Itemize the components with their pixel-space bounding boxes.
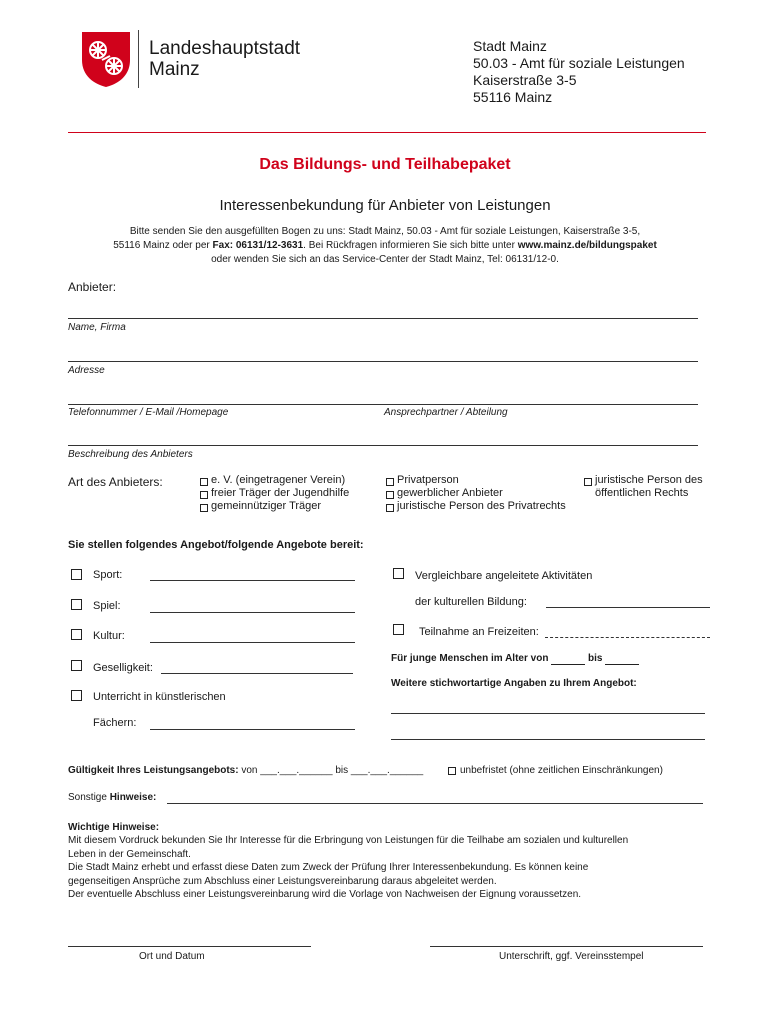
gueltigkeit-label: Gültigkeit Ihres Leistungsangebots: (68, 765, 239, 776)
address-label: Adresse (68, 365, 105, 376)
label-vergleichbar-line2: der kulturellen Bildung: (415, 596, 527, 608)
angebot-heading: Sie stellen folgendes Angebot/folgende Angebote bereit: (68, 539, 364, 551)
intro-line1: Bitte senden Sie den ausgefüllten Bogen zu uns: Stadt Mainz, 50.03 - Amt für soziale Leistungen, Kaiserstraße 3-5, (129, 226, 641, 237)
option-privatperson: Privatperson (397, 474, 459, 486)
checkbox-vergleichbar[interactable] (393, 568, 404, 579)
ort-datum-label: Ort und Datum (139, 951, 205, 962)
art-heading: Art des Anbieters: (68, 475, 163, 489)
address-line: Stadt Mainz (473, 38, 547, 54)
wichtige-heading: Wichtige Hinweise: (68, 822, 160, 833)
address-block (473, 38, 685, 106)
intro-line3: oder wenden Sie sich an das Service-Center der Stadt Mainz, Tel: 06131/12-0. (211, 254, 559, 265)
label-freizeiten: Teilnahme an Freizeiten: (419, 626, 539, 638)
gueltigkeit-bis-field[interactable]: bis ___.___.______ (335, 765, 424, 776)
kultur-field[interactable] (150, 642, 355, 643)
signature-label: Unterschrift, ggf. Vereinsstempel (499, 951, 644, 962)
address-line: Kaiserstraße 3-5 (473, 72, 577, 88)
description-label: Beschreibung des Anbieters (68, 449, 193, 460)
sonstige-label: Hinweise: (109, 792, 157, 803)
alter-bis-label: bis (588, 653, 603, 664)
alter-label: Für junge Menschen im Alter von (391, 653, 549, 664)
checkbox-gemeinnuetzig[interactable] (200, 504, 208, 512)
gueltigkeit-von-field[interactable]: von ___.___.______ (241, 765, 333, 776)
description-field[interactable] (68, 445, 698, 446)
gueltigkeit-row (68, 765, 423, 776)
label-sport: Sport: (93, 569, 123, 581)
city-seal-logo (80, 30, 132, 88)
wichtige-text (68, 834, 628, 902)
logo-line1: Landeshauptstadt (149, 38, 301, 59)
checkbox-gewerblich[interactable] (386, 491, 394, 499)
option-gemeinnuetzig: gemeinnütziger Träger (211, 500, 322, 512)
option-ev: e. V. (eingetragener Verein) (211, 474, 346, 486)
intro-text (0, 225, 770, 267)
logo-line2: Mainz (149, 59, 200, 80)
label-spiel: Spiel: (93, 600, 121, 612)
geselligkeit-field[interactable] (161, 673, 353, 674)
alter-row (391, 653, 639, 665)
checkbox-unterricht[interactable] (71, 690, 82, 701)
weitere-field-1[interactable] (391, 713, 705, 714)
address-line: 55116 Mainz (473, 89, 553, 105)
option-gewerblich: gewerblicher Anbieter (397, 487, 503, 499)
unterricht-field[interactable] (150, 729, 355, 730)
page-title: Das Bildungs- und Teilhabepaket (259, 156, 511, 173)
label-unbefristet: unbefristet (ohne zeitlichen Einschränkungen) (460, 765, 663, 776)
checkbox-sport[interactable] (71, 569, 82, 580)
sport-field[interactable] (150, 580, 355, 581)
anbieter-heading: Anbieter: (68, 280, 117, 294)
wichtige-line: gegenseitigen Ansprüche zum Abschluss einer Leistungsvereinbarung daraus abgeleitet werden. (68, 875, 497, 887)
label-unterricht-line1: Unterricht in künstlerischen (93, 691, 226, 703)
spiel-field[interactable] (150, 612, 355, 613)
alter-from-field[interactable] (551, 653, 585, 665)
signature-field[interactable] (430, 946, 703, 947)
wichtige-line: Die Stadt Mainz erhebt und erfasst diese Daten zum Zweck der Prüfung Ihrer Interessenbekundung. Es können keine (68, 862, 589, 873)
label-unterricht-line2: Fächern: (93, 717, 137, 729)
name-field[interactable] (68, 318, 698, 319)
vergleichbar-field[interactable] (546, 607, 710, 608)
name-label: Name, Firma (68, 322, 126, 333)
intro-line2: 55116 Mainz oder per Fax: 06131/12-3631. Bei Rückfragen informieren Sie sich bitte unter www.mainz.de/bildungspaket (113, 240, 657, 251)
weitere-label: Weitere stichwortartige Angaben zu Ihrem Angebot: (391, 678, 637, 689)
freizeiten-field[interactable] (545, 637, 710, 638)
checkbox-privatperson[interactable] (386, 478, 394, 486)
checkbox-geselligkeit[interactable] (71, 660, 82, 671)
label-geselligkeit: Geselligkeit: (93, 662, 153, 674)
checkbox-privatrecht[interactable] (386, 504, 394, 512)
checkbox-freizeiten[interactable] (393, 624, 404, 635)
alter-to-field[interactable] (605, 653, 639, 665)
checkbox-oeffentlich[interactable] (584, 478, 592, 486)
option-oeffentlich-line1: juristische Person des (595, 474, 703, 486)
address-line: 50.03 - Amt für soziale Leistungen (473, 55, 685, 71)
label-kultur: Kultur: (93, 630, 125, 642)
ort-datum-field[interactable] (68, 946, 311, 947)
checkbox-freier-traeger[interactable] (200, 491, 208, 499)
fax-number: Fax: 06131/12-3631 (212, 240, 304, 251)
logo-divider (138, 30, 139, 88)
option-oeffentlich-line2: öffentlichen Rechts (595, 487, 689, 499)
wichtige-line: Mit diesem Vordruck bekunden Sie Ihr Interesse für die Erbringung von Leistungen für die Teilhabe am sozialen und kulturellen (68, 835, 629, 846)
wichtige-line: Der eventuelle Abschluss einer Leistungsvereinbarung wird die Vorlage von Nachweisen der Eignung voraussetzen. (68, 889, 582, 900)
wichtige-line: Leben in der Gemeinschaft. (68, 848, 191, 860)
page-subtitle: Interessenbekundung für Anbieter von Leistungen (219, 197, 551, 214)
header-rule (68, 132, 706, 133)
address-field[interactable] (68, 361, 698, 362)
info-link[interactable]: www.mainz.de/bildungspaket (517, 240, 657, 251)
checkbox-kultur[interactable] (71, 629, 82, 640)
sonstige-field[interactable] (167, 803, 703, 804)
option-freier-traeger: freier Träger der Jugendhilfe (211, 487, 350, 499)
checkbox-unbefristet[interactable] (448, 767, 456, 775)
checkbox-ev[interactable] (200, 478, 208, 486)
contact-field[interactable] (68, 404, 698, 405)
option-privatrecht: juristische Person des Privatrechts (397, 500, 566, 512)
checkbox-spiel[interactable] (71, 599, 82, 610)
logo-text (149, 38, 300, 80)
contact-label: Telefonnummer / E-Mail /Homepage (68, 407, 229, 418)
contact-person-label: Ansprechpartner / Abteilung (384, 407, 508, 418)
sonstige-row: Sonstige Hinweise: (68, 792, 157, 803)
label-vergleichbar-line1: Vergleichbare angeleitete Aktivitäten (415, 570, 593, 582)
weitere-field-2[interactable] (391, 739, 705, 740)
